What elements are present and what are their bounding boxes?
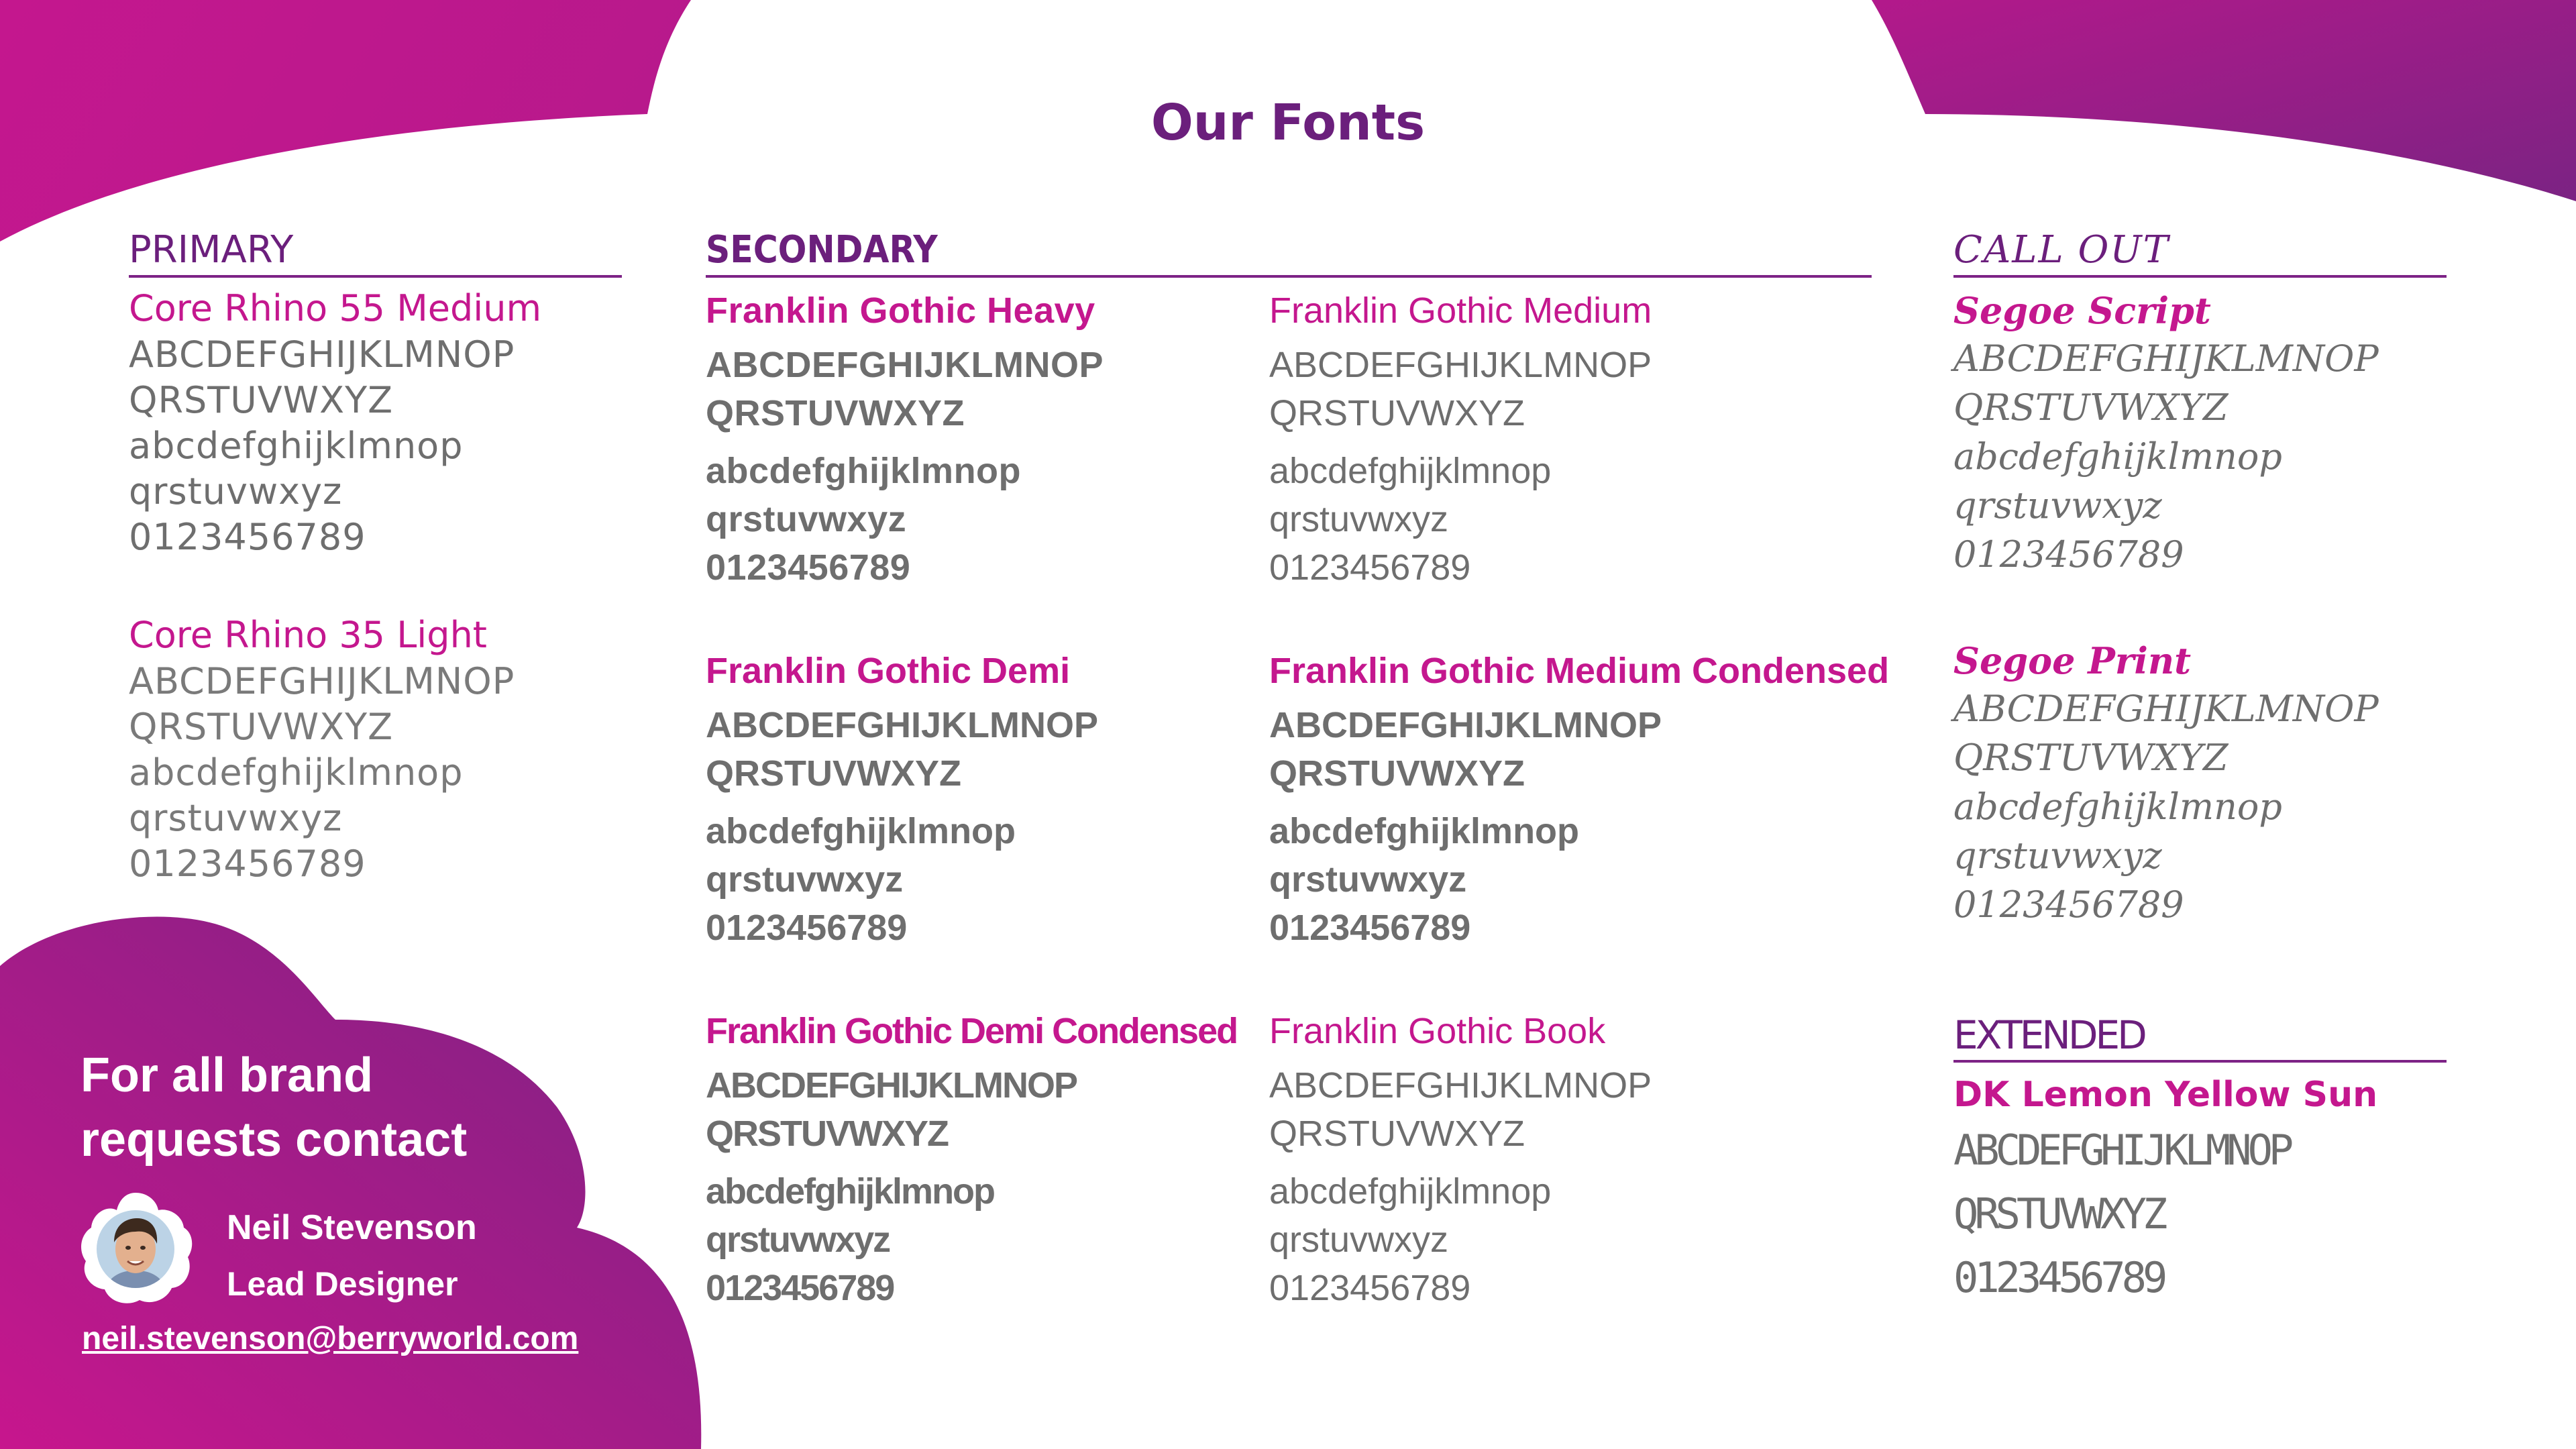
sample-line: 0123456789: [1953, 533, 2184, 576]
sample-line: ABCDEFGHIJKLMNOP: [1953, 1126, 2290, 1175]
sample-line: abcdefghijklmnop: [1269, 811, 1580, 851]
font-name: Franklin Gothic Medium: [1269, 290, 1652, 331]
avatar: [75, 1187, 196, 1308]
font-block-segoe-print: [1953, 637, 2379, 929]
sample-line: qrstuvwxyz: [1269, 499, 1449, 539]
sample-line: 0123456789: [129, 843, 366, 885]
font-block-franklin-medium-condensed: [1269, 647, 1889, 952]
font-block-franklin-demi: [706, 647, 1098, 952]
font-block-franklin-demi-condensed: [706, 1008, 1237, 1312]
sample-line: 0123456789: [706, 908, 908, 948]
section-heading-primary: PRIMARY: [129, 228, 622, 278]
sample-line: abcdefghijklmnop: [1269, 1171, 1552, 1212]
font-block-segoe-script: [1953, 287, 2379, 579]
contact-role: Lead Designer: [227, 1265, 458, 1303]
section-heading-extended: EXTENDED: [1953, 1013, 2447, 1063]
sample-line: qrstuvwxyz: [706, 1220, 890, 1260]
sample-line: QRSTUVWXYZ: [706, 1114, 949, 1154]
sample-line: QRSTUVWXYZ: [706, 753, 962, 794]
font-name: Segoe Print: [1953, 639, 2192, 682]
sample-line: abcdefghijklmnop: [1269, 451, 1552, 491]
sample-line: abcdefghijklmnop: [129, 425, 464, 467]
section-heading-secondary: SECONDARY: [706, 228, 1872, 278]
sample-line: ABCDEFGHIJKLMNOP: [129, 660, 515, 702]
font-block-franklin-heavy: [706, 287, 1104, 592]
font-block-franklin-medium: [1269, 287, 1652, 592]
sample-line: qrstuvwxyz: [129, 797, 343, 839]
sample-line: qrstuvwxyz: [706, 499, 907, 539]
sample-line: ABCDEFGHIJKLMNOP: [1269, 705, 1662, 745]
sample-line: ABCDEFGHIJKLMNOP: [1269, 1065, 1652, 1106]
contact-heading: [80, 1043, 564, 1172]
sample-line: qrstuvwxyz: [1953, 835, 2162, 877]
sample-line: QRSTUVWXYZ: [1269, 393, 1525, 433]
sample-line: abcdefghijklmnop: [706, 451, 1022, 491]
contact-heading-line: For all brand: [80, 1049, 374, 1102]
font-block-core-rhino-55: [129, 285, 541, 560]
sample-line: ABCDEFGHIJKLMNOP: [1269, 345, 1652, 385]
sample-line: QRSTUVWXYZ: [1953, 386, 2229, 429]
sample-line: 0123456789: [1269, 908, 1471, 948]
font-name: Franklin Gothic Demi Condensed: [706, 1011, 1238, 1051]
sample-line: ABCDEFGHIJKLMNOP: [706, 345, 1104, 385]
sample-line: qrstuvwxyz: [129, 470, 343, 513]
sample-line: 0123456789: [129, 516, 366, 558]
sample-line: ABCDEFGHIJKLMNOP: [1953, 337, 2379, 380]
contact-cloud: [0, 917, 701, 1449]
font-block-core-rhino-35: [129, 612, 515, 887]
sample-line: 0123456789: [1269, 1268, 1471, 1308]
sample-line: QRSTUVWXYZ: [706, 393, 965, 433]
font-name: DK Lemon Yellow Sun: [1953, 1075, 2378, 1115]
contact-heading-line: requests contact: [80, 1113, 468, 1167]
sample-line: qrstuvwxyz: [706, 859, 904, 900]
sample-line: QRSTUVWXYZ: [1953, 737, 2229, 779]
sample-line: 0123456789: [706, 1268, 894, 1308]
sample-line: QRSTUVWXYZ: [129, 706, 394, 748]
sample-line: qrstuvwxyz: [1269, 859, 1467, 900]
font-block-franklin-book: [1269, 1008, 1652, 1312]
font-block-dk-lemon-yellow-sun: [1953, 1071, 2377, 1309]
font-name: Franklin Gothic Book: [1269, 1011, 1606, 1051]
page-title: Our Fonts: [1150, 94, 1426, 152]
sample-line: 0123456789: [1953, 1253, 2164, 1302]
sample-line: QRSTUVWXYZ: [1269, 1114, 1525, 1154]
sample-line: qrstuvwxyz: [1953, 484, 2162, 527]
sample-line: ABCDEFGHIJKLMNOP: [706, 705, 1099, 745]
sample-line: QRSTUVWXYZ: [129, 379, 394, 421]
sample-line: 0123456789: [706, 547, 911, 588]
font-name: Franklin Gothic Heavy: [706, 290, 1095, 331]
font-name: Core Rhino 55 Medium: [129, 287, 542, 329]
sample-line: ABCDEFGHIJKLMNOP: [129, 333, 515, 376]
sample-line: ABCDEFGHIJKLMNOP: [1953, 688, 2379, 730]
font-name: Franklin Gothic Medium Condensed: [1269, 651, 1890, 691]
contact-email-link[interactable]: neil.stevenson@berryworld.com: [82, 1321, 579, 1356]
sample-line: abcdefghijklmnop: [1953, 786, 2282, 828]
sample-line: QRSTUVWXYZ: [1269, 753, 1525, 794]
sample-line: ABCDEFGHIJKLMNOP: [706, 1065, 1077, 1106]
sample-line: QRSTUVWXYZ: [1953, 1189, 2164, 1238]
sample-line: abcdefghijklmnop: [1953, 435, 2282, 478]
contact-name: Neil Stevenson: [227, 1208, 477, 1247]
font-name: Core Rhino 35 Light: [129, 614, 487, 656]
section-heading-callout: CALL OUT: [1953, 228, 2447, 278]
sample-line: abcdefghijklmnop: [706, 811, 1016, 851]
sample-line: abcdefghijklmnop: [129, 751, 464, 794]
sample-line: abcdefghijklmnop: [706, 1171, 995, 1212]
sample-line: 0123456789: [1269, 547, 1471, 588]
sample-line: qrstuvwxyz: [1269, 1220, 1449, 1260]
sample-line: 0123456789: [1953, 883, 2184, 926]
font-name: Franklin Gothic Demi: [706, 651, 1071, 691]
font-name: Segoe Script: [1953, 289, 2211, 332]
